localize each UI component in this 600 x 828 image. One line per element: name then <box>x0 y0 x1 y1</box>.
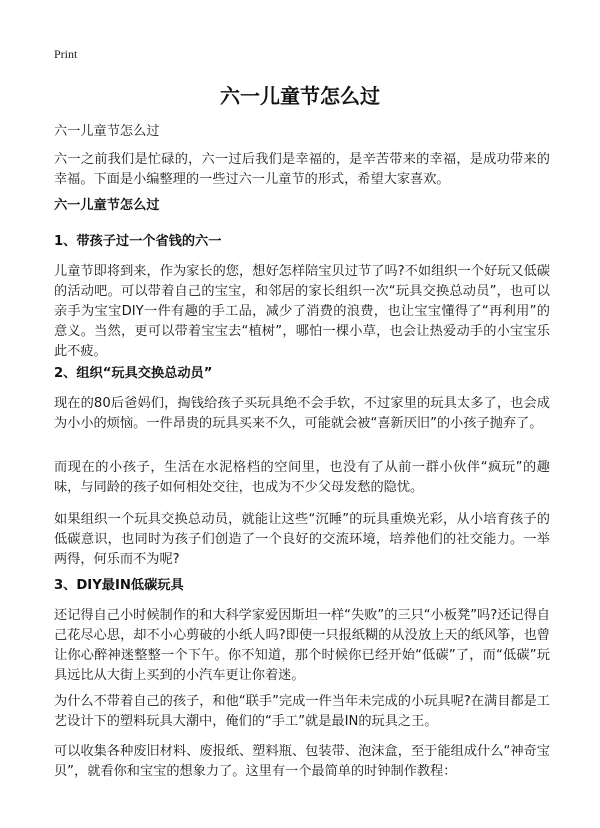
document-title: 六一儿童节怎么过 <box>220 84 380 108</box>
section-3-heading: 3、DIY最IN低碳玩具 <box>54 578 184 593</box>
section-1-heading: 1、带孩子过一个省钱的六一 <box>54 234 222 249</box>
section-3-paragraph-3: 可以收集各种废旧材料、废报纸、塑料瓶、包装带、泡沫盒，至于能组成什么“神奇宝贝”，就看你和宝宝的想象力了。这里有一个最简单的时钟制作教程： <box>54 744 550 779</box>
section-2-paragraph-2: 而现在的小孩子，生活在水泥格档的空间里，也没有了从前一群小伙伴“疯玩”的趣味，与同龄的孩子如何相处交往，也成为不少父母发愁的隐忧。 <box>54 460 550 495</box>
section-2-heading: 2、组织“玩具交换总动员” <box>54 366 213 381</box>
section-2-paragraph-3: 如果组织一个玩具交换总动员，就能让这些“沉睡”的玩具重焕光彩，从小培育孩子的低碳意识，也同时为孩子们创造了一个良好的交流环境，培养他们的社交能力。一举两得，何乐而不为呢? <box>54 512 550 567</box>
intro-paragraph: 六一之前我们是忙碌的，六一过后我们是幸福的，是辛苦带来的幸福，是成功带来的幸福。下面是小编整理的一些过六一儿童节的形式，希望大家喜欢。 <box>54 152 550 187</box>
section-3-paragraph-2: 为什么不带着自己的孩子，和他“联手”完成一件当年未完成的小玩具呢?在满目都是工艺设计下的塑料玩具大潮中，俺们的“手工”就是最IN的玩具之王。 <box>54 694 550 729</box>
section-3-paragraph-1: 还记得自己小时候制作的和大科学家爱因斯坦一样“失败”的三只“小板凳”吗?还记得自己花尽心思，却不小心剪破的小纸人吗?即使一只报纸糊的从没放上天的纸风筝，也曾让你心醉神迷整整一个下午。你不知道，那个时候你已经开始“低碳”了，而“低碳”玩具远比从大街上买到的小汽车更让你着迷。 <box>54 608 550 683</box>
section-2-paragraph-1: 现在的80后爸妈们，掏钱给孩子买玩具绝不会手软，不过家里的玩具太多了，也会成为小小的烦恼。一件昂贵的玩具买来不久，可能就会被“喜新厌旧”的小孩子抛弃了。 <box>54 396 550 431</box>
section-1-paragraph-1: 儿童节即将到来，作为家长的您，想好怎样陪宝贝过节了吗?不如组织一个好玩又低碳的活动吧。可以带着自己的宝宝，和邻居的家长组织一次“玩具交换总动员”，也可以亲手为宝宝DIY一件有趣的手工品，减少了消费的浪费，也让宝宝懂得了“再利用”的意义。当然，更可以带着宝宝去“植树”，哪怕一棵小草，也会让热爱动手的小宝宝乐此不疲。 <box>54 264 550 359</box>
print-label: Print <box>54 47 78 61</box>
section-heading: 六一儿童节怎么过 <box>54 198 160 213</box>
document-subtitle: 六一儿童节怎么过 <box>54 124 160 139</box>
